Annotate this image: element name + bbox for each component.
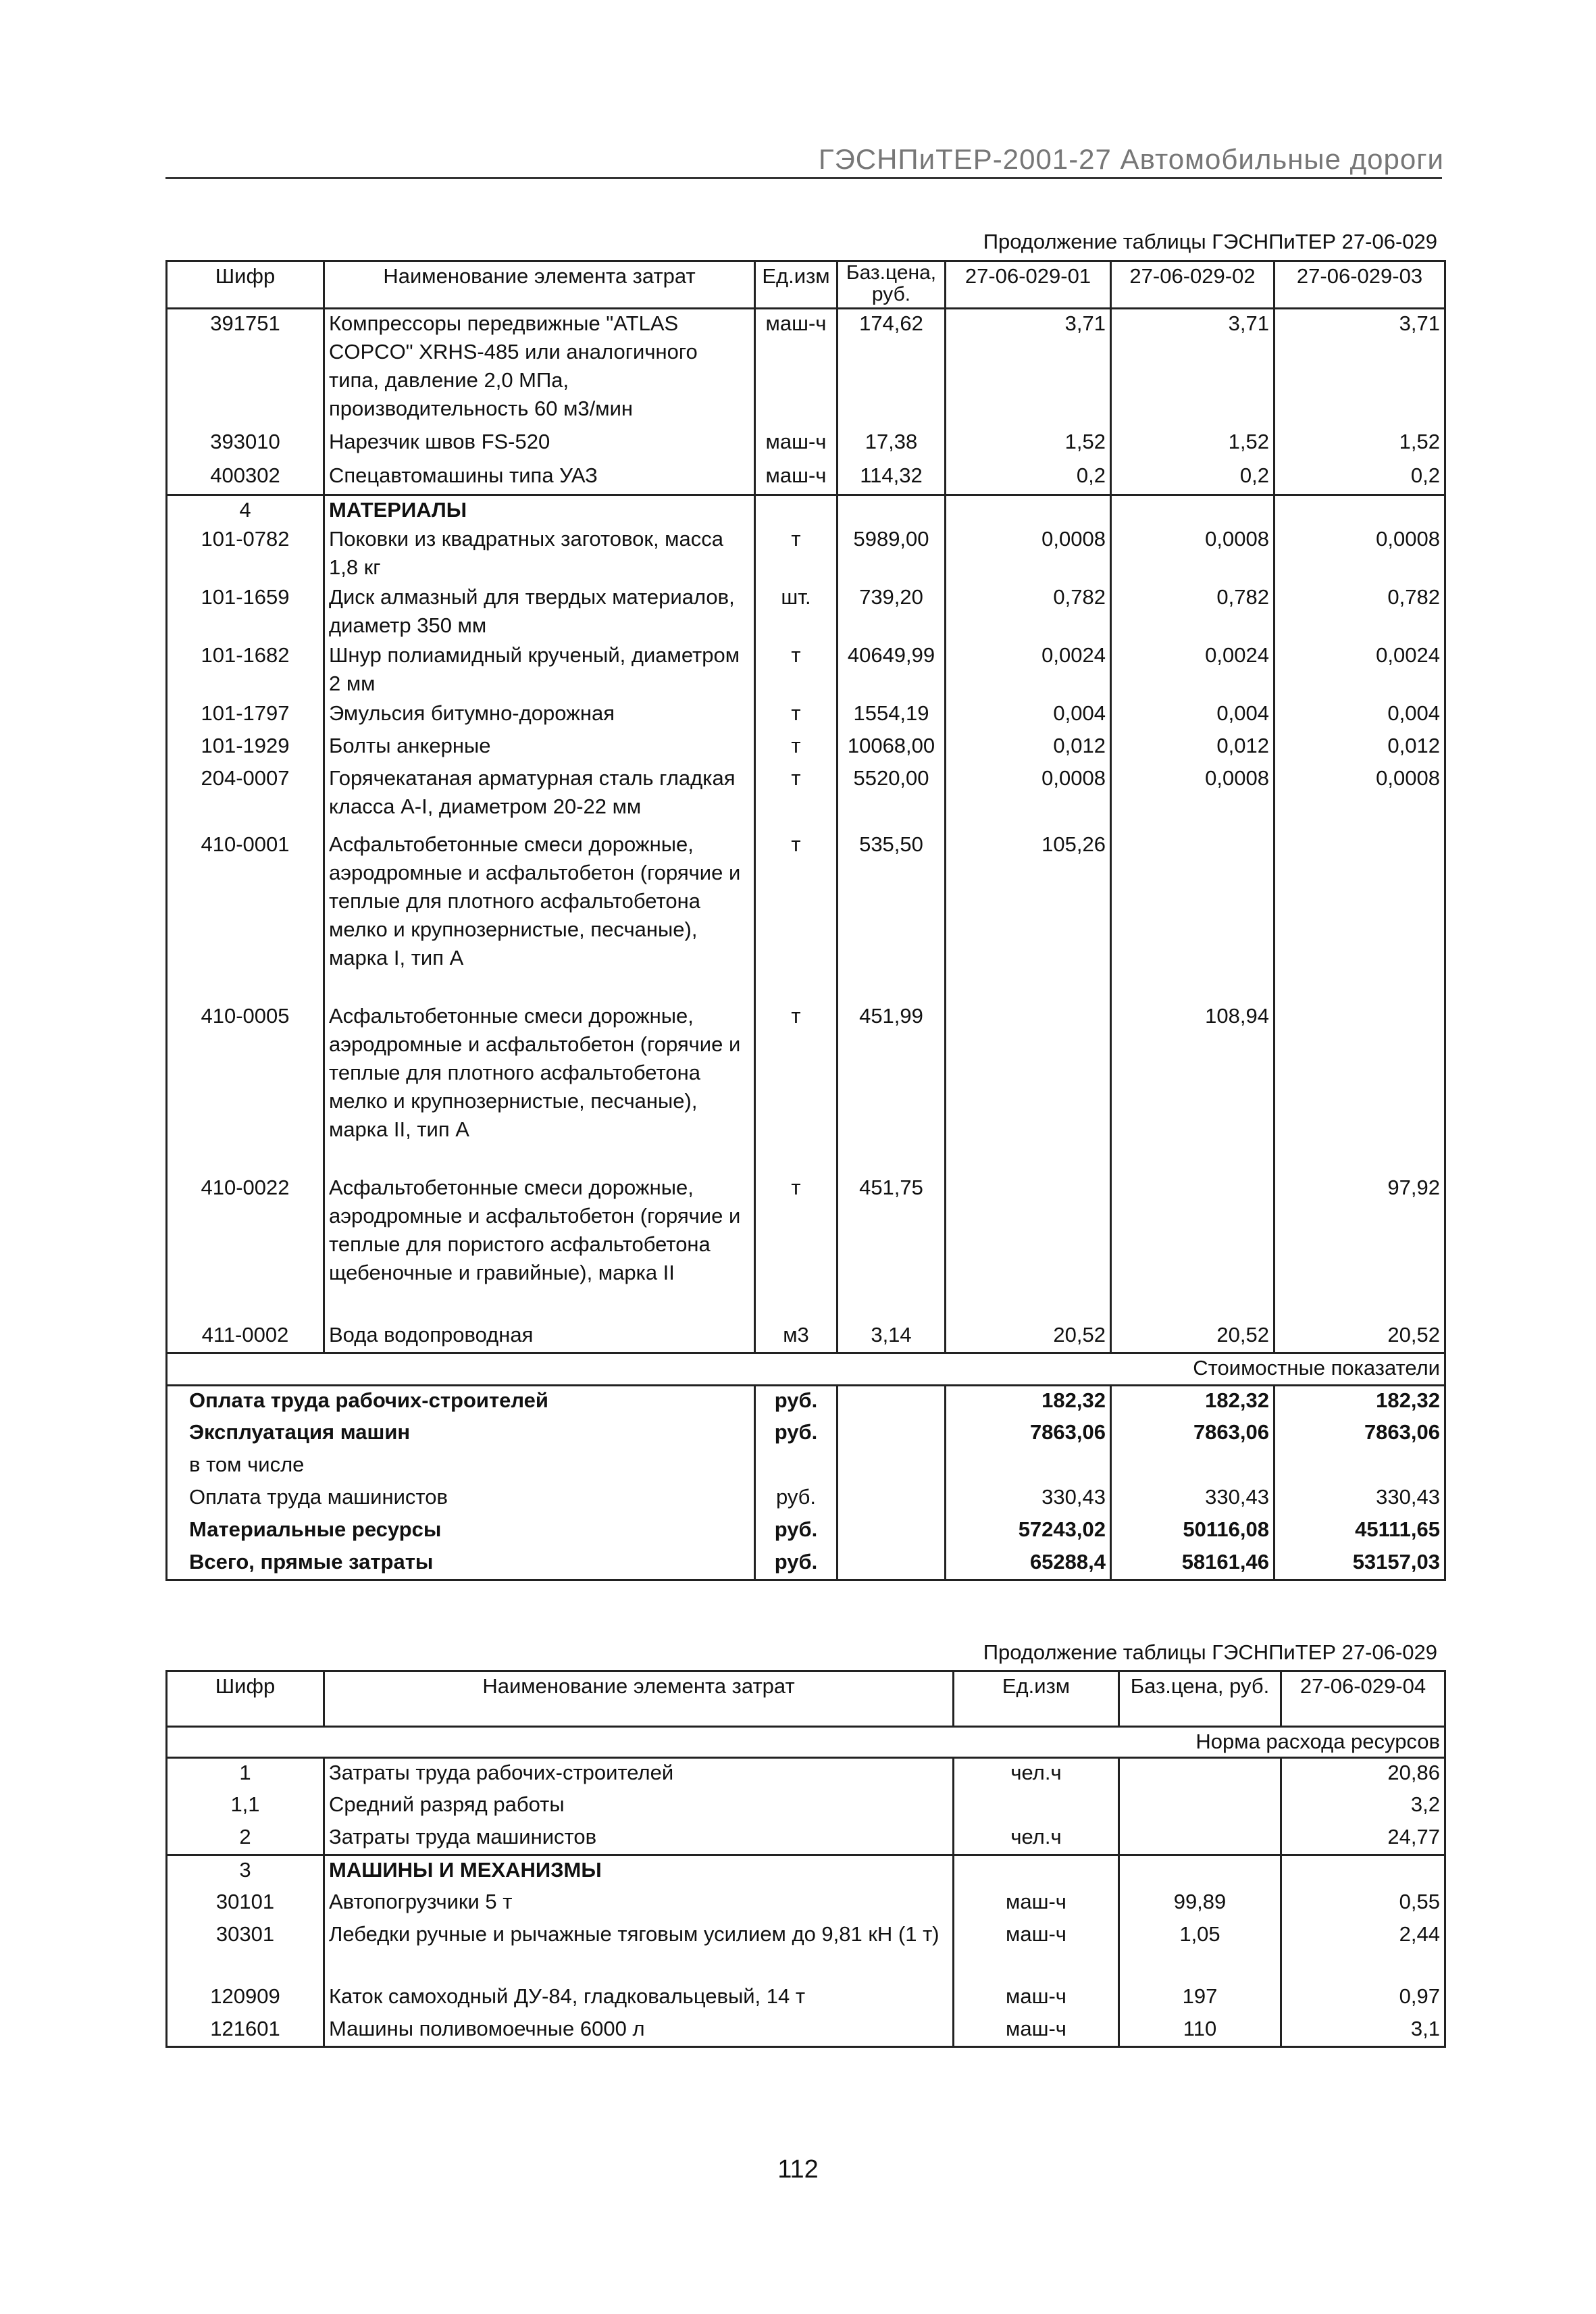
- resource-code: 391751: [167, 309, 324, 428]
- cost-name: Материальные ресурсы: [167, 1515, 755, 1548]
- norm-029-01: 3,71: [946, 309, 1111, 428]
- cost-name: Оплата труда машинистов: [167, 1483, 755, 1515]
- resource-unit: т: [755, 641, 838, 699]
- cost-029-02: 50116,08: [1111, 1515, 1275, 1548]
- norm-029-04: 2,44: [1281, 1920, 1445, 1982]
- resource-code: 1,1: [167, 1790, 324, 1823]
- col-header-unit: Ед.изм: [755, 261, 838, 309]
- resource-price: 40649,99: [838, 641, 946, 699]
- resource-code: 400302: [167, 461, 324, 495]
- norm-029-02: 0,782: [1111, 583, 1275, 641]
- norm-029-03: [1275, 830, 1445, 1002]
- norm-029-02: [1111, 1174, 1275, 1321]
- resource-code: 30101: [167, 1888, 324, 1920]
- table-row: [167, 1920, 1445, 1982]
- table-row: [167, 1790, 1445, 1823]
- cost-unit: руб.: [755, 1483, 838, 1515]
- resource-price: 535,50: [838, 830, 946, 1002]
- table-row: [167, 1321, 1445, 1353]
- col-header-name: Наименование элемента затрат: [324, 1671, 954, 1727]
- resource-price: [1119, 1823, 1281, 1855]
- cost-unit: [755, 1451, 838, 1483]
- norm-029-01: [946, 1002, 1111, 1174]
- cost-029-01: 65288,4: [946, 1548, 1111, 1580]
- cost-name: Всего, прямые затраты: [167, 1548, 755, 1580]
- norm-029-01: 0,012: [946, 732, 1111, 764]
- resource-code: 101-1797: [167, 699, 324, 732]
- resource-unit: маш-ч: [755, 309, 838, 428]
- cost-row: [167, 1418, 1445, 1451]
- resource-code: 30301: [167, 1920, 324, 1982]
- resource-unit: маш-ч: [954, 1888, 1119, 1920]
- cost-name: Эксплуатация машин: [167, 1418, 755, 1451]
- resource-price: 451,75: [838, 1174, 946, 1321]
- resource-unit: т: [755, 525, 838, 583]
- resource-code: 120909: [167, 1982, 324, 2015]
- norm-029-01: 0,2: [946, 461, 1111, 495]
- cost-029-01: 182,32: [946, 1386, 1111, 1418]
- resource-name: Болты анкерные: [324, 732, 755, 764]
- table-row: [167, 583, 1445, 641]
- resource-code: 101-0782: [167, 525, 324, 583]
- norm-029-04: 0,55: [1281, 1888, 1445, 1920]
- cost-unit: руб.: [755, 1548, 838, 1580]
- norm-label-row: [167, 1727, 1445, 1758]
- resource-price: 1554,19: [838, 699, 946, 732]
- norm-029-03: 0,0024: [1275, 641, 1445, 699]
- cost-unit: руб.: [755, 1515, 838, 1548]
- cost-section-row: [167, 1353, 1445, 1386]
- resource-name: Диск алмазный для твердых материалов, диаметр 350 мм: [324, 583, 755, 641]
- table-row: [167, 1888, 1445, 1920]
- resource-price: 3,14: [838, 1321, 946, 1353]
- resource-price: 99,89: [1119, 1888, 1281, 1920]
- resource-code: 410-0022: [167, 1174, 324, 1321]
- table-row: [167, 1174, 1445, 1321]
- resource-name: Средний разряд работы: [324, 1790, 954, 1823]
- resource-unit: [954, 1790, 1119, 1823]
- resource-name: Асфальтобетонные смеси дорожные, аэродромные и асфальтобетон (горячие и теплые для плотного асфальтобетона мелко и крупнозернистые, песчаные), марка II, тип А: [324, 1002, 755, 1174]
- resource-unit: чел.ч: [954, 1823, 1119, 1855]
- resource-price: [1119, 1855, 1281, 1888]
- norm-029-01: [946, 495, 1111, 525]
- table-row: [167, 525, 1445, 583]
- norm-029-04: 0,97: [1281, 1982, 1445, 2015]
- norm-029-01: 0,782: [946, 583, 1111, 641]
- resource-table-1: [165, 260, 1446, 1581]
- resource-name: МАШИНЫ И МЕХАНИЗМЫ: [324, 1855, 954, 1888]
- norm-029-03: 1,52: [1275, 428, 1445, 461]
- resource-unit: маш-ч: [954, 1982, 1119, 2015]
- resource-code: 204-0007: [167, 764, 324, 830]
- norm-029-02: 1,52: [1111, 428, 1275, 461]
- cost-row: [167, 1386, 1445, 1418]
- norm-029-02: 108,94: [1111, 1002, 1275, 1174]
- table-row: [167, 428, 1445, 461]
- resource-code: 3: [167, 1855, 324, 1888]
- norm-029-01: [946, 1174, 1111, 1321]
- resource-unit: т: [755, 699, 838, 732]
- cost-029-02: [1111, 1451, 1275, 1483]
- resource-name: Спецавтомашины типа УАЗ: [324, 461, 755, 495]
- resource-name: Затраты труда рабочих-строителей: [324, 1758, 954, 1790]
- norm-029-03: 0,0008: [1275, 525, 1445, 583]
- norm-029-03: 97,92: [1275, 1174, 1445, 1321]
- resource-name: Нарезчик швов FS-520: [324, 428, 755, 461]
- resource-code: 410-0001: [167, 830, 324, 1002]
- resource-name: МАТЕРИАЛЫ: [324, 495, 755, 525]
- col-header-price: Баз.цена, руб.: [838, 261, 946, 309]
- resource-price: [838, 495, 946, 525]
- norm-029-02: 20,52: [1111, 1321, 1275, 1353]
- header-rule: [165, 177, 1442, 179]
- norm-029-01: 0,004: [946, 699, 1111, 732]
- norm-029-03: 3,71: [1275, 309, 1445, 428]
- resource-unit: маш-ч: [954, 2015, 1119, 2047]
- resource-name: Лебедки ручные и рычажные тяговым усилием до 9,81 кН (1 т): [324, 1920, 954, 1982]
- cost-029-02: 58161,46: [1111, 1548, 1275, 1580]
- resource-code: 2: [167, 1823, 324, 1855]
- table-row: [167, 699, 1445, 732]
- resource-price: 110: [1119, 2015, 1281, 2047]
- resource-unit: маш-ч: [755, 461, 838, 495]
- page-number: 112: [777, 2155, 819, 2184]
- resource-unit: [755, 495, 838, 525]
- norm-029-03: [1275, 495, 1445, 525]
- resource-name: Асфальтобетонные смеси дорожные, аэродромные и асфальтобетон (горячие и теплые для пористого асфальтобетона щебеночные и гравийные), марка II: [324, 1174, 755, 1321]
- cost-029-02: 182,32: [1111, 1386, 1275, 1418]
- resource-code: 101-1659: [167, 583, 324, 641]
- norm-029-03: 0,012: [1275, 732, 1445, 764]
- resource-name: Затраты труда машинистов: [324, 1823, 954, 1855]
- cost-section-label: Стоимостные показатели: [167, 1353, 1445, 1386]
- norm-029-03: 0,2: [1275, 461, 1445, 495]
- col-header-code: Шифр: [167, 261, 324, 309]
- table2-caption: Продолжение таблицы ГЭСНПиТЕР 27-06-029: [983, 1640, 1437, 1664]
- norm-029-01: 1,52: [946, 428, 1111, 461]
- cost-029-03: [1275, 1451, 1445, 1483]
- table-row: [167, 2015, 1445, 2047]
- resource-name: Шнур полиамидный крученый, диаметром 2 мм: [324, 641, 755, 699]
- cost-row: [167, 1483, 1445, 1515]
- cost-029-03: 45111,65: [1275, 1515, 1445, 1548]
- resource-code: 121601: [167, 2015, 324, 2047]
- cost-name: в том числе: [167, 1451, 755, 1483]
- cost-029-02: 7863,06: [1111, 1418, 1275, 1451]
- resource-name: Автопогрузчики 5 т: [324, 1888, 954, 1920]
- resource-price: [1119, 1758, 1281, 1790]
- norm-029-01: 105,26: [946, 830, 1111, 1002]
- resource-unit: т: [755, 764, 838, 830]
- norm-029-03: 0,004: [1275, 699, 1445, 732]
- resource-price: 5989,00: [838, 525, 946, 583]
- table-row: [167, 764, 1445, 830]
- resource-price: 1,05: [1119, 1920, 1281, 1982]
- cost-price-empty: [838, 1451, 946, 1483]
- norm-label: Норма расхода ресурсов: [167, 1727, 1445, 1758]
- resource-unit: т: [755, 1174, 838, 1321]
- resource-code: 1: [167, 1758, 324, 1790]
- resource-unit: шт.: [755, 583, 838, 641]
- table-row: [167, 641, 1445, 699]
- resource-table-2: [165, 1670, 1446, 2048]
- cost-price-empty: [838, 1386, 946, 1418]
- col-header-price: Баз.цена, руб.: [1119, 1671, 1281, 1727]
- col-header-unit: Ед.изм: [954, 1671, 1119, 1727]
- table-row: [167, 495, 1445, 525]
- norm-029-03: [1275, 1002, 1445, 1174]
- resource-unit: маш-ч: [755, 428, 838, 461]
- resource-price: 114,32: [838, 461, 946, 495]
- cost-029-01: 330,43: [946, 1483, 1111, 1515]
- resource-code: 410-0005: [167, 1002, 324, 1174]
- table-row: [167, 732, 1445, 764]
- norm-029-02: 0,0008: [1111, 764, 1275, 830]
- norm-029-01: 0,0008: [946, 764, 1111, 830]
- resource-name: Каток самоходный ДУ-84, гладковальцевый, 14 т: [324, 1982, 954, 2015]
- table-row: [167, 1823, 1445, 1855]
- running-header: ГЭСНПиТЕР-2001-27 Автомобильные дороги: [818, 143, 1444, 175]
- resource-price: 17,38: [838, 428, 946, 461]
- cost-price-empty: [838, 1548, 946, 1580]
- col-header-code: Шифр: [167, 1671, 324, 1727]
- table-row: [167, 1758, 1445, 1790]
- cost-unit: руб.: [755, 1386, 838, 1418]
- norm-029-02: 0,004: [1111, 699, 1275, 732]
- resource-price: [1119, 1790, 1281, 1823]
- cost-029-03: 53157,03: [1275, 1548, 1445, 1580]
- resource-name: Горячекатаная арматурная сталь гладкая класса А-I, диаметром 20-22 мм: [324, 764, 755, 830]
- cost-price-empty: [838, 1515, 946, 1548]
- resource-name: Асфальтобетонные смеси дорожные, аэродромные и асфальтобетон (горячие и теплые для плотного асфальтобетона мелко и крупнозернистые, песчаные), марка I, тип А: [324, 830, 755, 1002]
- col-header-name: Наименование элемента затрат: [324, 261, 755, 309]
- resource-price: 197: [1119, 1982, 1281, 2015]
- cost-029-01: [946, 1451, 1111, 1483]
- norm-029-03: 20,52: [1275, 1321, 1445, 1353]
- cost-029-03: 182,32: [1275, 1386, 1445, 1418]
- cost-029-02: 330,43: [1111, 1483, 1275, 1515]
- cost-row: [167, 1451, 1445, 1483]
- table-row: [167, 1982, 1445, 2015]
- table-row: [167, 309, 1445, 428]
- resource-unit: [954, 1855, 1119, 1888]
- resource-name: Поковки из квадратных заготовок, масса 1,8 кг: [324, 525, 755, 583]
- resource-price: 5520,00: [838, 764, 946, 830]
- resource-code: 101-1682: [167, 641, 324, 699]
- resource-unit: т: [755, 1002, 838, 1174]
- col-header-029-03: 27-06-029-03: [1275, 261, 1445, 309]
- norm-029-02: [1111, 830, 1275, 1002]
- resource-unit: т: [755, 732, 838, 764]
- resource-price: 174,62: [838, 309, 946, 428]
- norm-029-02: 3,71: [1111, 309, 1275, 428]
- norm-029-04: 24,77: [1281, 1823, 1445, 1855]
- resource-price: 10068,00: [838, 732, 946, 764]
- table-row: [167, 461, 1445, 495]
- cost-row: [167, 1548, 1445, 1580]
- resource-unit: т: [755, 830, 838, 1002]
- norm-029-02: 0,2: [1111, 461, 1275, 495]
- table-row: [167, 1855, 1445, 1888]
- norm-029-02: 0,012: [1111, 732, 1275, 764]
- resource-unit: м3: [755, 1321, 838, 1353]
- cost-row: [167, 1515, 1445, 1548]
- resource-name: Эмульсия битумно-дорожная: [324, 699, 755, 732]
- table1-caption: Продолжение таблицы ГЭСНПиТЕР 27-06-029: [983, 230, 1437, 253]
- norm-029-02: [1111, 495, 1275, 525]
- table-row: [167, 1002, 1445, 1174]
- cost-029-01: 7863,06: [946, 1418, 1111, 1451]
- norm-029-02: 0,0008: [1111, 525, 1275, 583]
- norm-029-01: 0,0024: [946, 641, 1111, 699]
- resource-code: 4: [167, 495, 324, 525]
- cost-name: Оплата труда рабочих-строителей: [167, 1386, 755, 1418]
- resource-price: 739,20: [838, 583, 946, 641]
- norm-029-04: 20,86: [1281, 1758, 1445, 1790]
- col-header-029-02: 27-06-029-02: [1111, 261, 1275, 309]
- resource-name: Компрессоры передвижные "ATLAS COPCO" XRHS-485 или аналогичного типа, давление 2,0 МПа, производительность 60 м3/мин: [324, 309, 755, 428]
- resource-code: 393010: [167, 428, 324, 461]
- cost-029-03: 330,43: [1275, 1483, 1445, 1515]
- resource-unit: маш-ч: [954, 1920, 1119, 1982]
- resource-code: 101-1929: [167, 732, 324, 764]
- resource-price: 451,99: [838, 1002, 946, 1174]
- resource-name: Машины поливомоечные 6000 л: [324, 2015, 954, 2047]
- norm-029-03: 0,0008: [1275, 764, 1445, 830]
- norm-029-02: 0,0024: [1111, 641, 1275, 699]
- norm-029-03: 0,782: [1275, 583, 1445, 641]
- resource-unit: чел.ч: [954, 1758, 1119, 1790]
- cost-029-03: 7863,06: [1275, 1418, 1445, 1451]
- cost-unit: руб.: [755, 1418, 838, 1451]
- cost-price-empty: [838, 1483, 946, 1515]
- table-row: [167, 830, 1445, 1002]
- norm-029-01: 0,0008: [946, 525, 1111, 583]
- resource-name: Вода водопроводная: [324, 1321, 755, 1353]
- cost-price-empty: [838, 1418, 946, 1451]
- cost-029-01: 57243,02: [946, 1515, 1111, 1548]
- norm-029-04: [1281, 1855, 1445, 1888]
- col-header-029-01: 27-06-029-01: [946, 261, 1111, 309]
- norm-029-04: 3,1: [1281, 2015, 1445, 2047]
- norm-029-04: 3,2: [1281, 1790, 1445, 1823]
- norm-029-01: 20,52: [946, 1321, 1111, 1353]
- resource-code: 411-0002: [167, 1321, 324, 1353]
- col-header-029-04: 27-06-029-04: [1281, 1671, 1445, 1727]
